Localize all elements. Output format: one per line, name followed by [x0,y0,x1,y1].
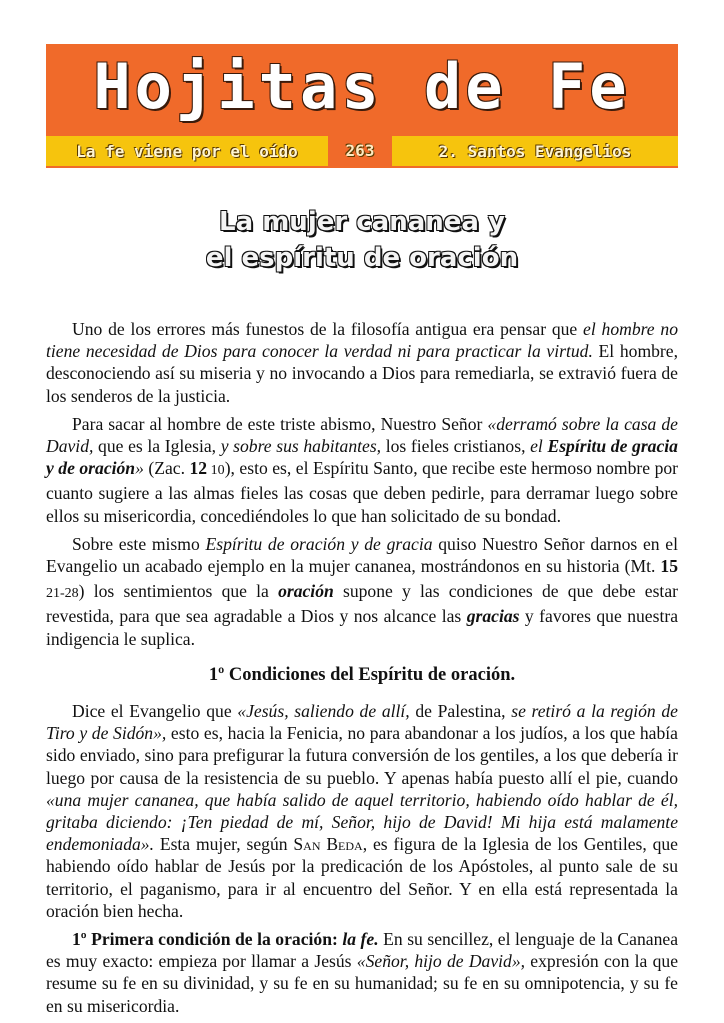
header-banner [46,44,678,168]
paragraph-2: Para sacar al hombre de este triste abismo, Nuestro Señor «derramó sobre la casa de David, que es la Iglesia, y sobre sus habitantes, los fieles cristianos, el Espíritu de gracia y de oración» (Zac. 12 10), esto es, el Espíritu Santo, que recibe este hermoso nombre por cuanto sugiere a las almas fieles las cosas que deben pedirle, para derramar luego sobre ellos su misericordia, concediéndoles lo que han solicitado de su bondad. [46,413,679,526]
article-body [46,318,678,1023]
section-label: 2. Santos Evangelios [438,141,632,161]
paragraph-5: 1º Primera condición de la oración: la fe. En su sencillez, el lenguaje de la Cananea es muy exacto: empieza por llamar a Jesús «Señor, hijo de David», expresión con la que resume su fe en su divinidad, y su fe en su humanidad; su fe en su omnipotencia, y su fe en su misericordia. [46,929,679,1016]
publication-title: Hojitas de Fe [93,50,631,123]
tagline: La fe viene por el oído [76,141,298,161]
paragraph-4: Dice el Evangelio que «Jesús, saliendo de allí, de Palestina, se retiró a la región de Tiro y de Sidón», esto es, hacia la Fenicia, no para abandonar a los judíos, a los que había sido enviado, sino para prefigurar la futura conversión de los gentiles, a los que debería ir luego por causa de la resistencia de su pueblo. Y apenas había puesto allí el pie, cuando «una mujer cananea, que había salido de aquel territorio, habiendo oído hablar de él, gritaba diciendo: ¡Ten piedad de mí, Señor, hijo de David! Mi hija está malamente endemoniada». Esta mujer, según San Beda, es figura de la Iglesia de los Gentiles, que habiendo oído hablar de Jesús por la predicación de los Apóstoles, al punto sale de su territorio, el paganismo, para ir al encuentro del Señor. Y en ella está representada la oración bien hecha. [46,701,678,921]
article-title-line1: La mujer cananea y [219,207,505,237]
paragraph-1: Uno de los errores más funestos de la filosofía antigua era pensar que el hombre no tiene necesidad de Dios para conocer la verdad ni para practicar la virtud. El hombre, desconociendo así su miseria y no invocando a Dios para remediarla, se extravió fuera de los senderos de la justicia. [46,319,678,406]
header-subbar [46,136,678,166]
paragraph-3: Sobre este mismo Espíritu de oración y de gracia quiso Nuestro Señor darnos en el Evangelio un acabado ejemplo en la mujer cananea, mostrándonos en su historia (Mt. 15 21-28) los sentimientos que la oración supone y las condiciones de que debe estar revestida, para que sea agradable a Dios y nos alcance las gracias y favores que nuestra indigencia le suplica. [46,533,679,649]
section-heading: 1º Condiciones del Espíritu de oración. [208,664,516,685]
article-title-line2: el espíritu de oración [205,243,519,273]
article-title [46,204,678,276]
issue-number: 263 [328,136,392,166]
